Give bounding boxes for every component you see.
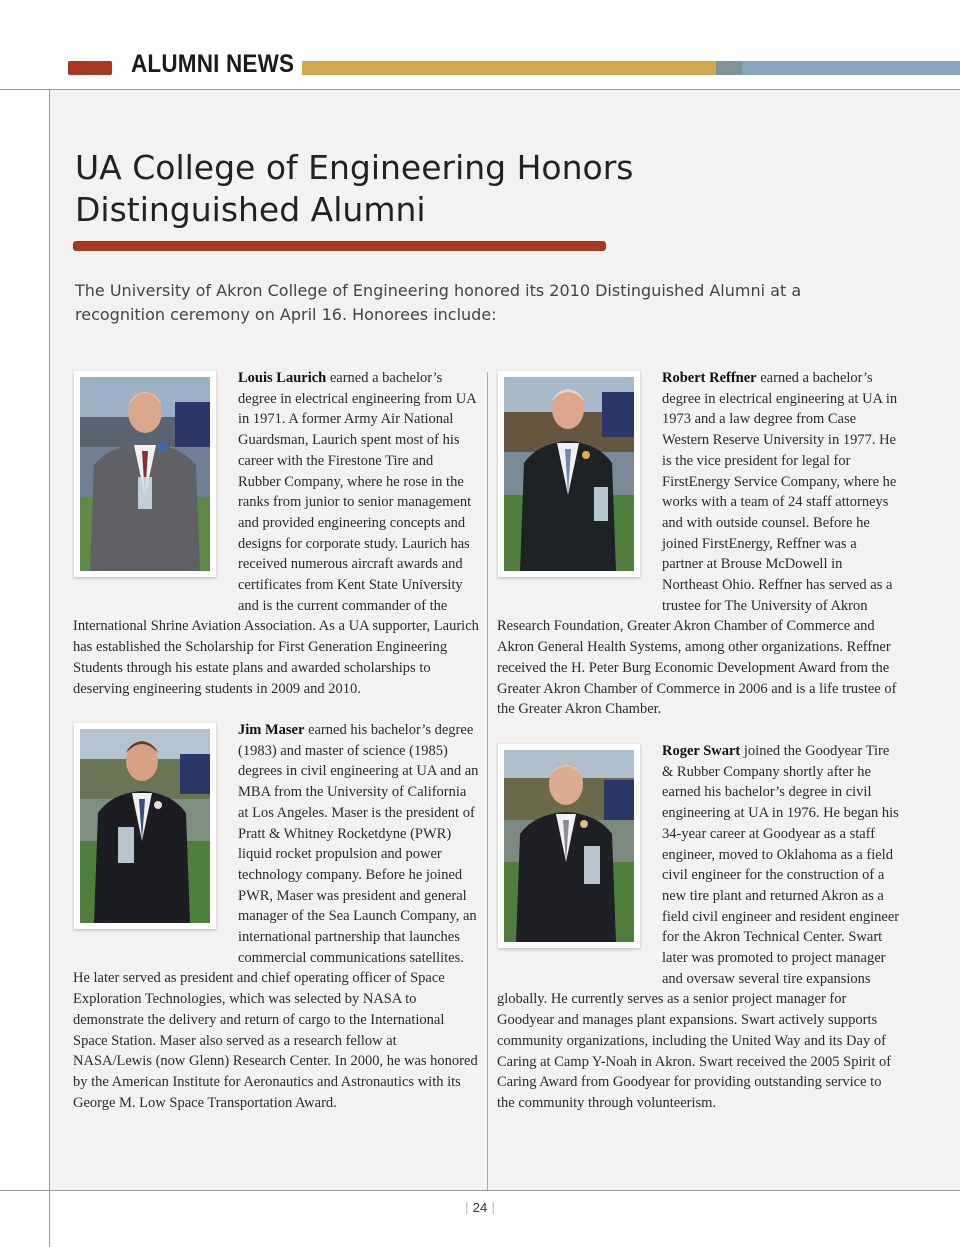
title-line-2: Distinguished Alumni: [75, 190, 426, 229]
bottom-rule: [0, 1190, 960, 1191]
bio-jim-maser: [73, 720, 479, 1113]
page-number: | 24 |: [465, 1200, 495, 1215]
title-line-1: UA College of Engineering Honors: [75, 148, 634, 187]
column-divider: [487, 372, 488, 1190]
bio-louis-laurich: [73, 368, 479, 699]
honoree-bio-text: earned his bachelor’s degree (1983) and master of science (1985) degrees in civil engineering at UA and an MBA from the University of California at Los Angeles. Maser is the president of Pratt & Whitney Rocketdyne (PWR) liquid rocket propulsion and power technology company. Before he joined PWR, Maser was president and general manager of the Sea Launch Company, an international partnership that launches commercial communications satellites. He later served as president and chief operating officer of Space Exploration Technologies, which was selected by NASA to demonstrate the delivery and return of cargo to the International Space Station. Maser also served as a research fellow at NASA/Lewis (now Glenn) Research Center. In 2000, he was honored by the American Institute for Aeronautics and Astronautics with its George M. Low Space Transportation Award.: [73, 722, 479, 1111]
honoree-name: Robert Reffner: [662, 370, 757, 386]
photo-wrap-spacer: [497, 368, 662, 596]
page-title: [75, 147, 634, 231]
honoree-name: Jim Maser: [238, 722, 305, 738]
header-accent-gray: [716, 61, 742, 75]
honoree-bio-text: joined the Goodyear Tire & Rubber Company shortly after he earned his bachelor’s degree in civil engineering at UA in 1976. He began his 34-year career at Goodyear as a staff engineer, moved to Oklahoma as a field civil engineer for the construction of a new tire plant and returned Akron as a field civil engineer and resident engineer for the Akron Technical Center. Swart later was promoted to project manager and oversaw several tire expansions globally. He currently serves as a senior project manager for Goodyear and manages plant expansions. Swart actively supports community organizations, including the United Way and its Day of Caring at Camp Y-Noah in Akron. Swart received the 2005 Spirit of Caring Award from Goodyear for providing outstanding service to the community through volunteerism.: [497, 743, 900, 1111]
intro-paragraph: The University of Akron College of Engineering honored its 2010 Distinguished Alumni at a recognition ceremony on April 16. Honorees include:: [75, 281, 802, 324]
honoree-bio-text: earned a bachelor’s degree in electrical engineering from UA in 1971. A former Army Air National Guardsman, Laurich spent most of his career with the Firestone Tire and Rubber Company, where he rose in the ranks from junior to senior management and provided engineering concepts and designs for corporate study. Laurich has received numerous aircraft awards and certificates from Kent State University and is the current commander of the International Shrine Aviation Association. As a UA supporter, Laurich has established the Scholarship for First Generation Engineering Students through his estate plans and awarded scholarships to deserving engineering students in 2009 and 2010.: [73, 370, 479, 697]
photo-wrap-spacer: [497, 741, 662, 969]
photo-wrap-spacer: [73, 368, 238, 596]
header-accent-gold: [302, 61, 716, 75]
header-accent-red: [68, 61, 112, 75]
honoree-name: Roger Swart: [662, 743, 741, 759]
title-underline: [73, 241, 606, 251]
bio-roger-swart: [497, 741, 901, 1114]
honoree-name: Louis Laurich: [238, 370, 327, 386]
honoree-bio-text: earned a bachelor’s degree in electrical engineering at UA in 1973 and a law degree from Case Western Reserve University in 1977. He is the vice president for legal for FirstEnergy Service Company, where he works with a team of 24 staff attorneys and with outside counsel. Before he joined FirstEnergy, Reffner was a partner at Brouse McDowell in Northeast Ohio. Reffner has served as a trustee for The University of Akron Research Foundation, Greater Akron Chamber of Commerce and Akron General Health Systems, among other organizations. Reffner received the H. Peter Burg Economic Development Award from the Greater Akron Chamber of Commerce in 2006 and is a life trustee of the Greater Akron Chamber.: [497, 370, 898, 718]
bio-robert-reffner: [497, 368, 901, 720]
section-title: ALUMNI NEWS: [131, 50, 295, 78]
photo-wrap-spacer: [73, 720, 238, 948]
header-accent-blue: [742, 61, 960, 75]
